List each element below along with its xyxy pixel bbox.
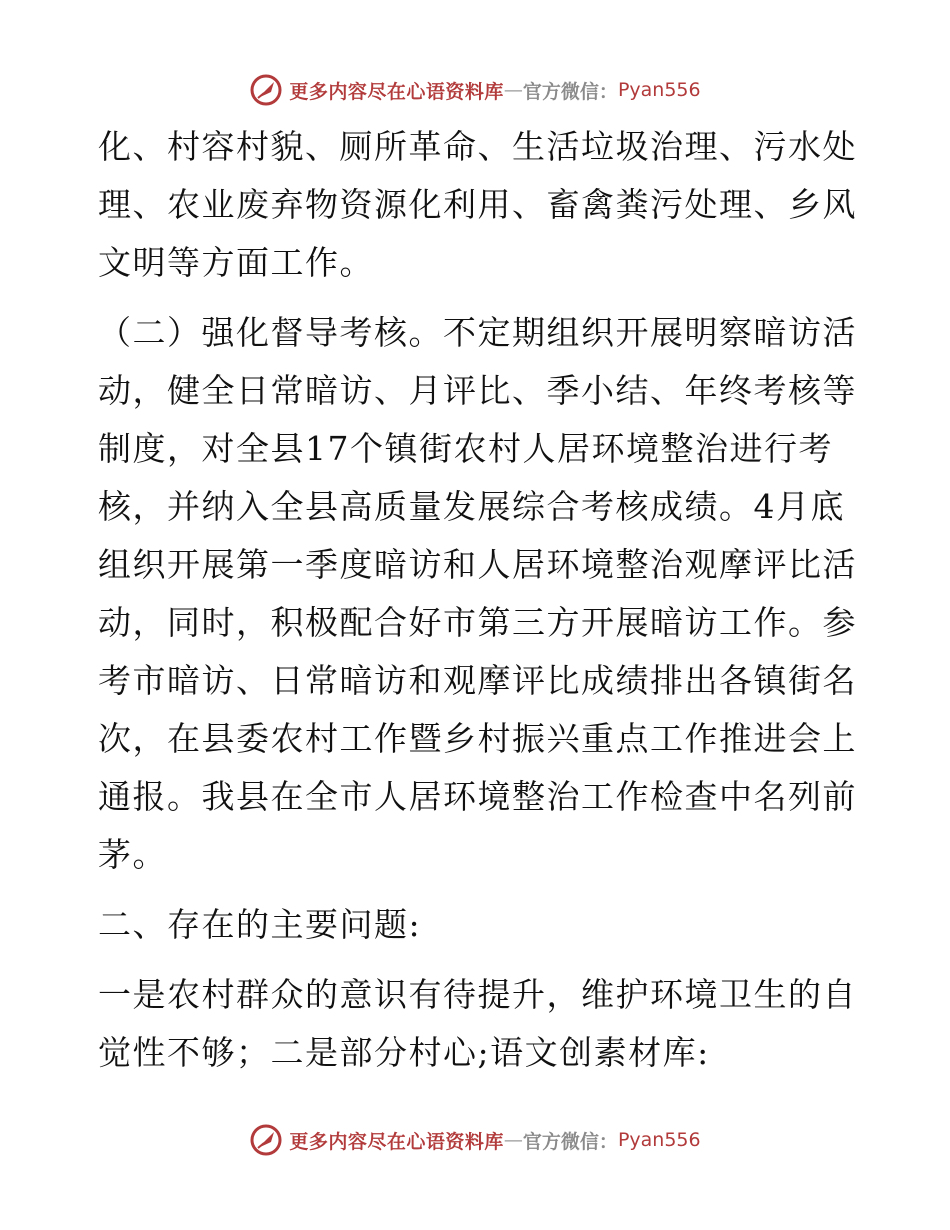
paragraph-supervision: （二）强化督导考核。不定期组织开展明察暗访活动，健全日常暗访、月评比、季小结、年终考核等制度，对全县17个镇街农村人居环境整治进行考核，并纳入全县高质量发展综合考核成绩。4月底组织开展第一季度暗访和人居环境整治观摩评比活动，同时，积极配合好市第三方开展暗访工作。参考市暗访、日常暗访和观摩评比成绩排出各镇街名次，在县委农村工作暨乡村振兴重点工作推进会上通报。我县在全市人居环境整治工作检查中名列前茅。 xyxy=(98,313,857,874)
document-body xyxy=(98,118,858,1082)
header-watermark xyxy=(0,70,950,110)
watermark-text: 更多内容尽在心语资料库 xyxy=(289,80,504,103)
quill-logo-icon xyxy=(249,1123,283,1157)
watermark-dash: — xyxy=(503,1129,523,1151)
watermark-wechat-id: Pyan556 xyxy=(617,79,701,101)
paragraph-problems: 一是农村群众的意识有待提升，维护环境卫生的自觉性不够；二是部分村心;语文创素材库: xyxy=(98,975,857,1072)
paragraph-continuation: 化、村容村貌、厕所革命、生活垃圾治理、污水处理、农业废弃物资源化利用、畜禽粪污处理、乡风文明等方面工作。 xyxy=(98,127,857,282)
watermark-text: 更多内容尽在心语资料库 xyxy=(289,1130,504,1153)
quill-logo-icon xyxy=(249,73,283,107)
section-heading-problems: 二、存在的主要问题: xyxy=(98,905,422,944)
watermark-dash: — xyxy=(503,79,523,101)
footer-watermark xyxy=(0,1120,950,1160)
watermark-official-label: 官方微信： xyxy=(522,1130,618,1153)
watermark-wechat-id: Pyan556 xyxy=(617,1129,701,1151)
watermark-official-label: 官方微信： xyxy=(522,80,618,103)
